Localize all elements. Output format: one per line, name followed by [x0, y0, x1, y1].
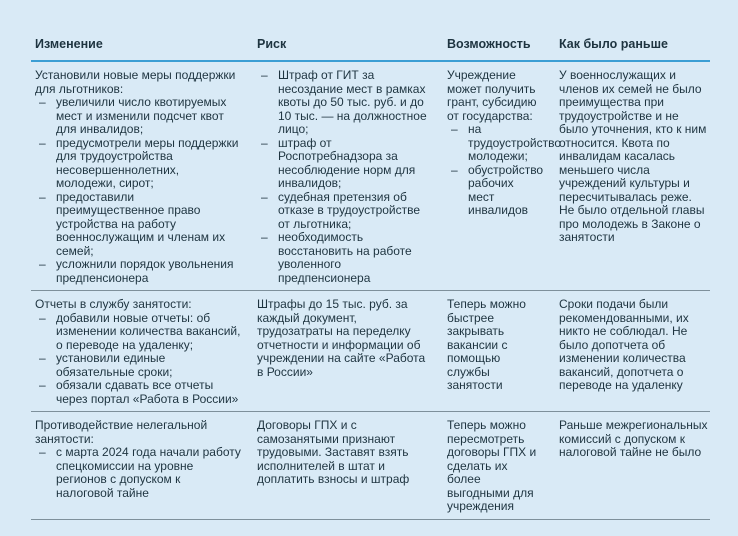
- table-row: [31, 291, 710, 412]
- bullet-item: [39, 379, 241, 406]
- bullet-item: [39, 352, 241, 379]
- bullet-text: штраф от Роспотребнадзора за несоблюдение норм для инвалидов;: [278, 135, 416, 190]
- cell-intro: Установили новые меры поддержки для льготников:: [35, 68, 236, 96]
- table-row: [31, 62, 710, 291]
- bullet-item: [261, 69, 431, 137]
- dash-marker: –: [39, 135, 46, 150]
- column-header-risk: Риск: [257, 37, 287, 51]
- bullet-text: судебная претензия об отказе в трудоустройстве от льготника;: [278, 189, 421, 231]
- bullet-text: на трудоустройство молодежи;: [468, 122, 561, 163]
- dash-marker: –: [261, 189, 268, 204]
- bullet-text: предусмотрели меры поддержки для трудоустройства несовершеннолетних, молодежи, сирот;: [56, 135, 239, 190]
- cell-text: Штрафы до 15 тыс. руб. за каждый документ, трудозатраты на переделку отчетности и информации об учреждении на сайте «Работа в России»: [257, 297, 426, 379]
- bullet-item: [261, 231, 431, 285]
- cell-before: [555, 298, 710, 406]
- cell-text: Договоры ГПХ и с самозанятыми признают трудовыми. Заставят взять исполнителей в штат и доплатить взносы и штраф: [257, 418, 410, 486]
- dash-marker: –: [261, 135, 268, 150]
- bullet-item: [261, 137, 431, 191]
- bullet-text: обустройство рабочих мест инвалидов: [468, 162, 544, 217]
- cell-intro: Учреждение может получить грант, субсидию от государства:: [447, 68, 537, 123]
- cell-opportunity: [443, 68, 561, 285]
- dash-marker: –: [39, 378, 46, 392]
- cell-text: Сроки подачи были рекомендованными, их никто не соблюдал. Не было допотчета об изменении количества вакансий, допотчета о переводе на удаленку: [559, 297, 689, 392]
- bullet-text: установили единые обязательные сроки;: [56, 351, 173, 379]
- dash-marker: –: [39, 310, 46, 325]
- cell-text: Теперь можно пересмотреть договоры ГПХ и сделать их более выгодными для учреждения: [447, 418, 537, 513]
- dash-marker: –: [39, 189, 46, 204]
- bullet-text: увеличили число квотируемых мест и изменили подсчет квот для инвалидов;: [56, 95, 227, 136]
- dash-marker: –: [39, 351, 46, 365]
- cell-text: Раньше межрегиональных комиссий с допуском к налоговой тайне не было: [559, 418, 708, 459]
- cell-change: [31, 298, 253, 406]
- cell-risk: [253, 419, 443, 514]
- cell-before: [555, 419, 710, 514]
- cell-risk: [253, 69, 443, 285]
- bullet-text: необходимость восстановить на работе уволенного предпенсионера: [278, 230, 412, 285]
- comparison-table: [31, 0, 710, 520]
- bullet-list: [35, 312, 241, 407]
- bullet-text: добавили новые отчеты: об изменении количества вакансий, о переводе на удаленку;: [56, 310, 241, 352]
- bullet-text: Штраф от ГИТ за несоздание мест в рамках квоты до 50 тыс. руб. и до 10 тыс. — на должностное лицо;: [278, 68, 427, 136]
- bullet-list: [447, 122, 561, 218]
- column-header-change: Изменение: [35, 37, 103, 51]
- dash-marker: –: [451, 122, 458, 136]
- bullet-text: обязали сдавать все отчеты через портал «Работа в России»: [56, 378, 239, 406]
- cell-opportunity: [443, 419, 555, 514]
- bullet-item: [261, 191, 431, 232]
- bullet-item: [39, 191, 241, 259]
- dash-marker: –: [261, 230, 268, 244]
- bullet-text: усложнили порядок увольнения предпенсионера: [56, 257, 234, 285]
- cell-opportunity: [443, 298, 555, 406]
- bullet-item: [39, 258, 241, 285]
- bullet-item: [39, 312, 241, 353]
- cell-text: Теперь можно быстрее закрывать вакансии с помощью службы занятости: [447, 297, 526, 392]
- cell-intro: Отчеты в службу занятости:: [35, 297, 192, 311]
- bullet-item: [39, 96, 241, 137]
- bullet-item: [39, 137, 241, 191]
- cell-risk: [253, 298, 443, 406]
- bullet-list: [257, 69, 431, 285]
- bullet-list: [35, 446, 241, 500]
- bullet-item: [451, 164, 543, 218]
- column-header-opportunity: Возможность: [447, 37, 531, 51]
- bullet-list: [35, 96, 241, 285]
- bullet-item: [39, 446, 241, 500]
- column-header-before: Как было раньше: [559, 37, 668, 51]
- dash-marker: –: [39, 257, 46, 271]
- cell-before: [555, 69, 710, 285]
- dash-marker: –: [261, 68, 268, 82]
- dash-marker: –: [451, 162, 458, 177]
- cell-change: [31, 69, 253, 285]
- cell-intro: Противодействие нелегальной занятости:: [35, 418, 208, 446]
- dash-marker: –: [39, 445, 46, 459]
- bullet-item: [451, 122, 561, 164]
- dash-marker: –: [39, 95, 46, 109]
- cell-text: У военнослужащих и членов их семей не было преимущества при трудоустройстве и не было уточнения, кто к ним относится. Квота по инвалидам касалась меньшего числа учреждений культуры и пересчитывалась реже. Не было отдельной главы про молодежь в Законе о занятости: [559, 68, 707, 244]
- table-row: [31, 412, 710, 520]
- bullet-text: с марта 2024 года начали работу спецкомиссии на уровне регионов с допуском к налоговой тайне: [56, 445, 241, 500]
- table-header-row: [31, 0, 710, 62]
- cell-change: [31, 419, 253, 514]
- bullet-text: предоставили преимущественное право устройства на работу военнослужащим и членам их семей;: [56, 189, 226, 258]
